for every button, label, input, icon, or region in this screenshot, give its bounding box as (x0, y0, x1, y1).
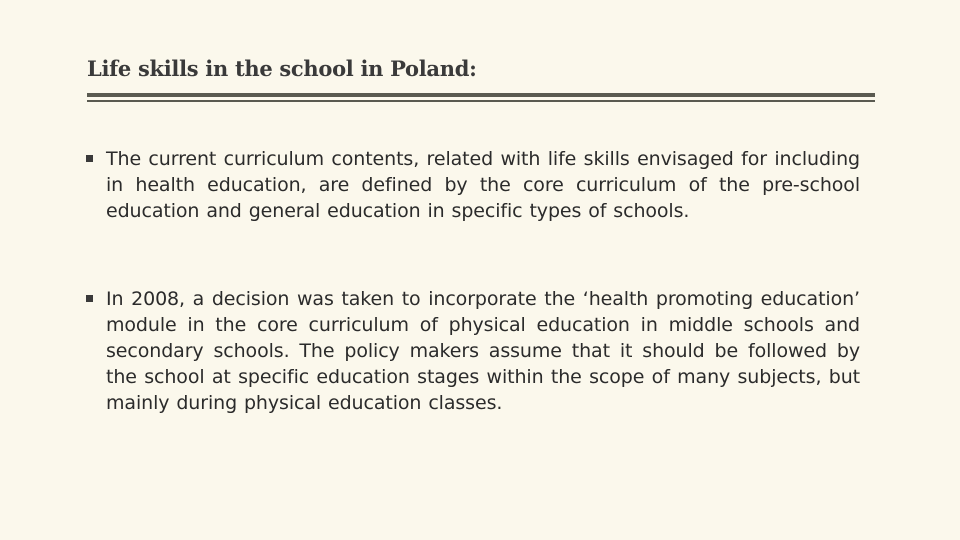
bullet-text: The current curriculum contents, related with life skills envisaged for including in health education, are defined by the core curriculum of the pre-school education and general education in specific types of schools. (106, 148, 860, 222)
title-divider-thick (87, 93, 875, 97)
bullet-item (86, 286, 860, 416)
slide-title: Life skills in the school in Poland: (87, 56, 477, 81)
square-bullet-icon (86, 155, 93, 162)
bullet-list (86, 146, 860, 416)
square-bullet-icon (86, 295, 93, 302)
bullet-text: In 2008, a decision was taken to incorporate the ‘health promoting education’ module in the core curriculum of physical education in middle schools and secondary schools. The policy makers assume that it should be followed by the school at specific education stages within the scope of many subjects, but mainly during physical education classes. (106, 288, 860, 414)
title-divider-thin (87, 100, 875, 102)
bullet-item (86, 146, 860, 224)
